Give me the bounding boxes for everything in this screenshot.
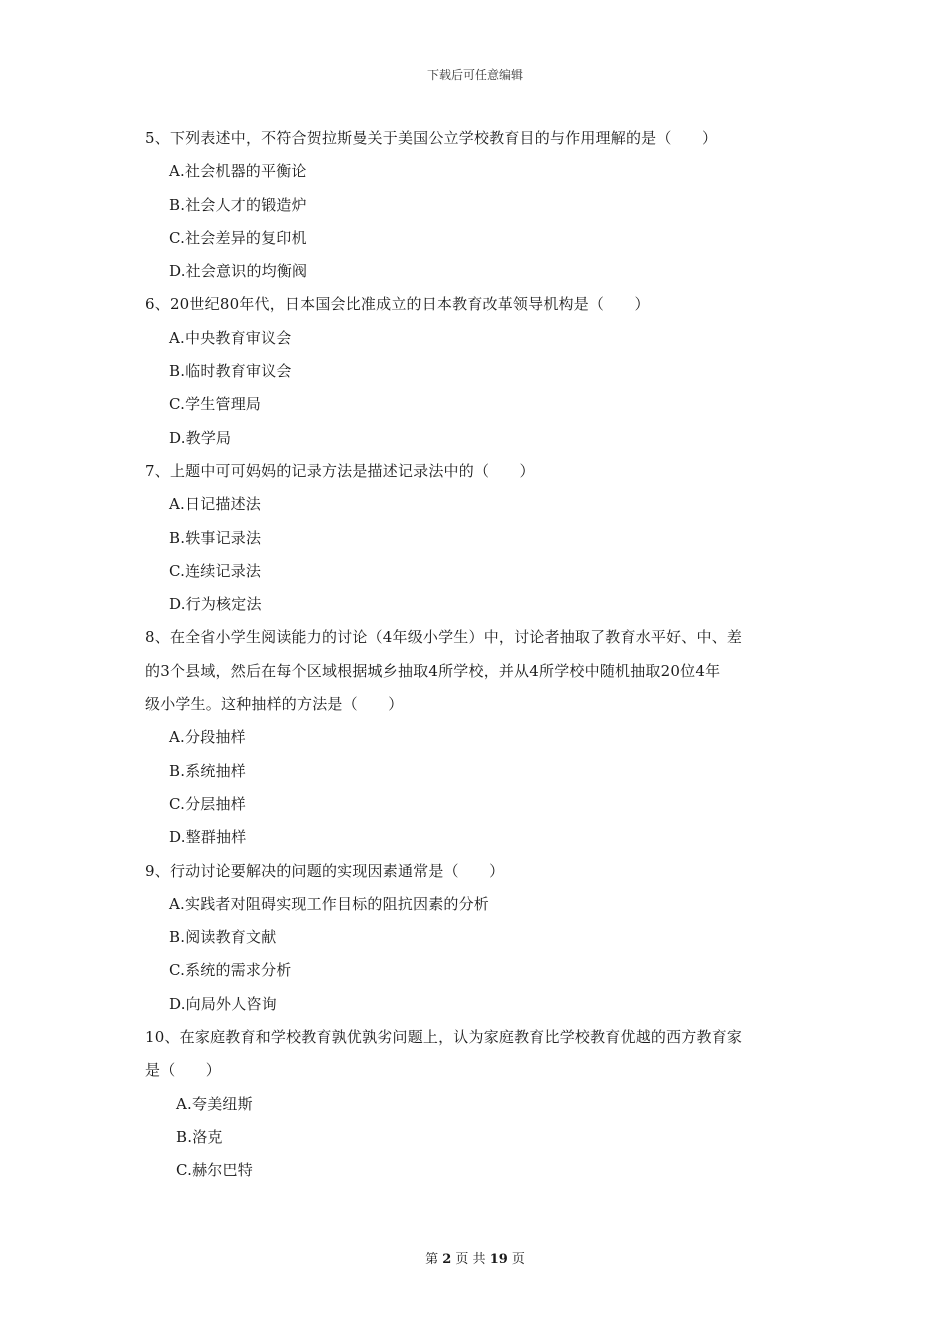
option-c: C.系统的需求分析 [169,961,292,980]
current-page-number: 2 [442,1252,452,1267]
option-c: C.社会差异的复印机 [169,228,307,247]
option-d: D.行为核定法 [169,595,262,614]
question-stem: 5、下列表述中，不符合贺拉斯曼关于美国公立学校教育目的与作用理解的是（ ） [145,129,718,147]
question-7 [145,455,810,621]
question-9 [145,855,810,1021]
option-b: B.临时教育审议会 [169,362,292,381]
page-header: 下载后可任意编辑 [426,68,523,82]
question-stem: 9、行动讨论要解决的问题的实现因素通常是（ ） [145,861,505,880]
option-a: A.中央教育审议会 [169,328,292,347]
option-c: C.分层抽样 [169,794,246,813]
question-stem-line-2: 的3个县域，然后在每个区域根据城乡抽取4所学校，并从4所学校中随机抽取20位4年 [145,661,721,680]
question-list [145,122,810,1188]
question-stem-line-1: 8、在全省小学生阅读能力的讨论（4年级小学生）中，讨论者抽取了教育水平好、中、差 [145,628,743,647]
option-a: A.日记描述法 [169,495,262,514]
footer-prefix: 第 [425,1252,439,1267]
question-stem: 7、上题中可可妈妈的记录方法是描述记录法中的（ ） [145,461,535,480]
footer-suffix: 页 [511,1252,525,1267]
question-stem-line-3: 级小学生。这种抽样的方法是（ ） [145,695,404,714]
total-page-count: 19 [489,1252,508,1267]
option-b: B.社会人才的锻造炉 [169,195,307,214]
option-c: C.连续记录法 [169,561,262,580]
option-d: D.社会意识的均衡阀 [169,262,308,281]
question-stem-line-2: 是（ ） [145,1061,222,1080]
question-5 [145,122,810,288]
option-c: C.赫尔巴特 [176,1161,253,1180]
question-8 [145,621,810,854]
option-b: B.系统抽样 [169,761,246,780]
footer-middle: 页 共 [455,1252,486,1267]
option-a: A.夸美纽斯 [176,1094,253,1113]
option-a: A.分段抽样 [169,728,246,747]
option-b: B.洛克 [176,1127,223,1146]
question-6 [145,288,810,454]
option-a: A.实践者对阻碍实现工作目标的阻抗因素的分析 [169,894,490,913]
option-b: B.阅读教育文献 [169,928,277,947]
option-d: D.整群抽样 [169,828,247,847]
option-d: D.教学局 [169,428,232,447]
question-10 [145,1021,810,1187]
page-footer [0,1248,950,1267]
option-c: C.学生管理局 [169,395,262,414]
question-stem: 6、20世纪80年代，日本国会比准成立的日本教育改革领导机构是（ ） [145,295,650,314]
option-b: B.轶事记录法 [169,528,262,547]
question-stem-line-1: 10、在家庭教育和学校教育孰优孰劣问题上，认为家庭教育比学校教育优越的西方教育家 [145,1028,743,1047]
option-d: D.向局外人咨询 [169,994,277,1013]
option-a: A.社会机器的平衡论 [169,162,307,181]
